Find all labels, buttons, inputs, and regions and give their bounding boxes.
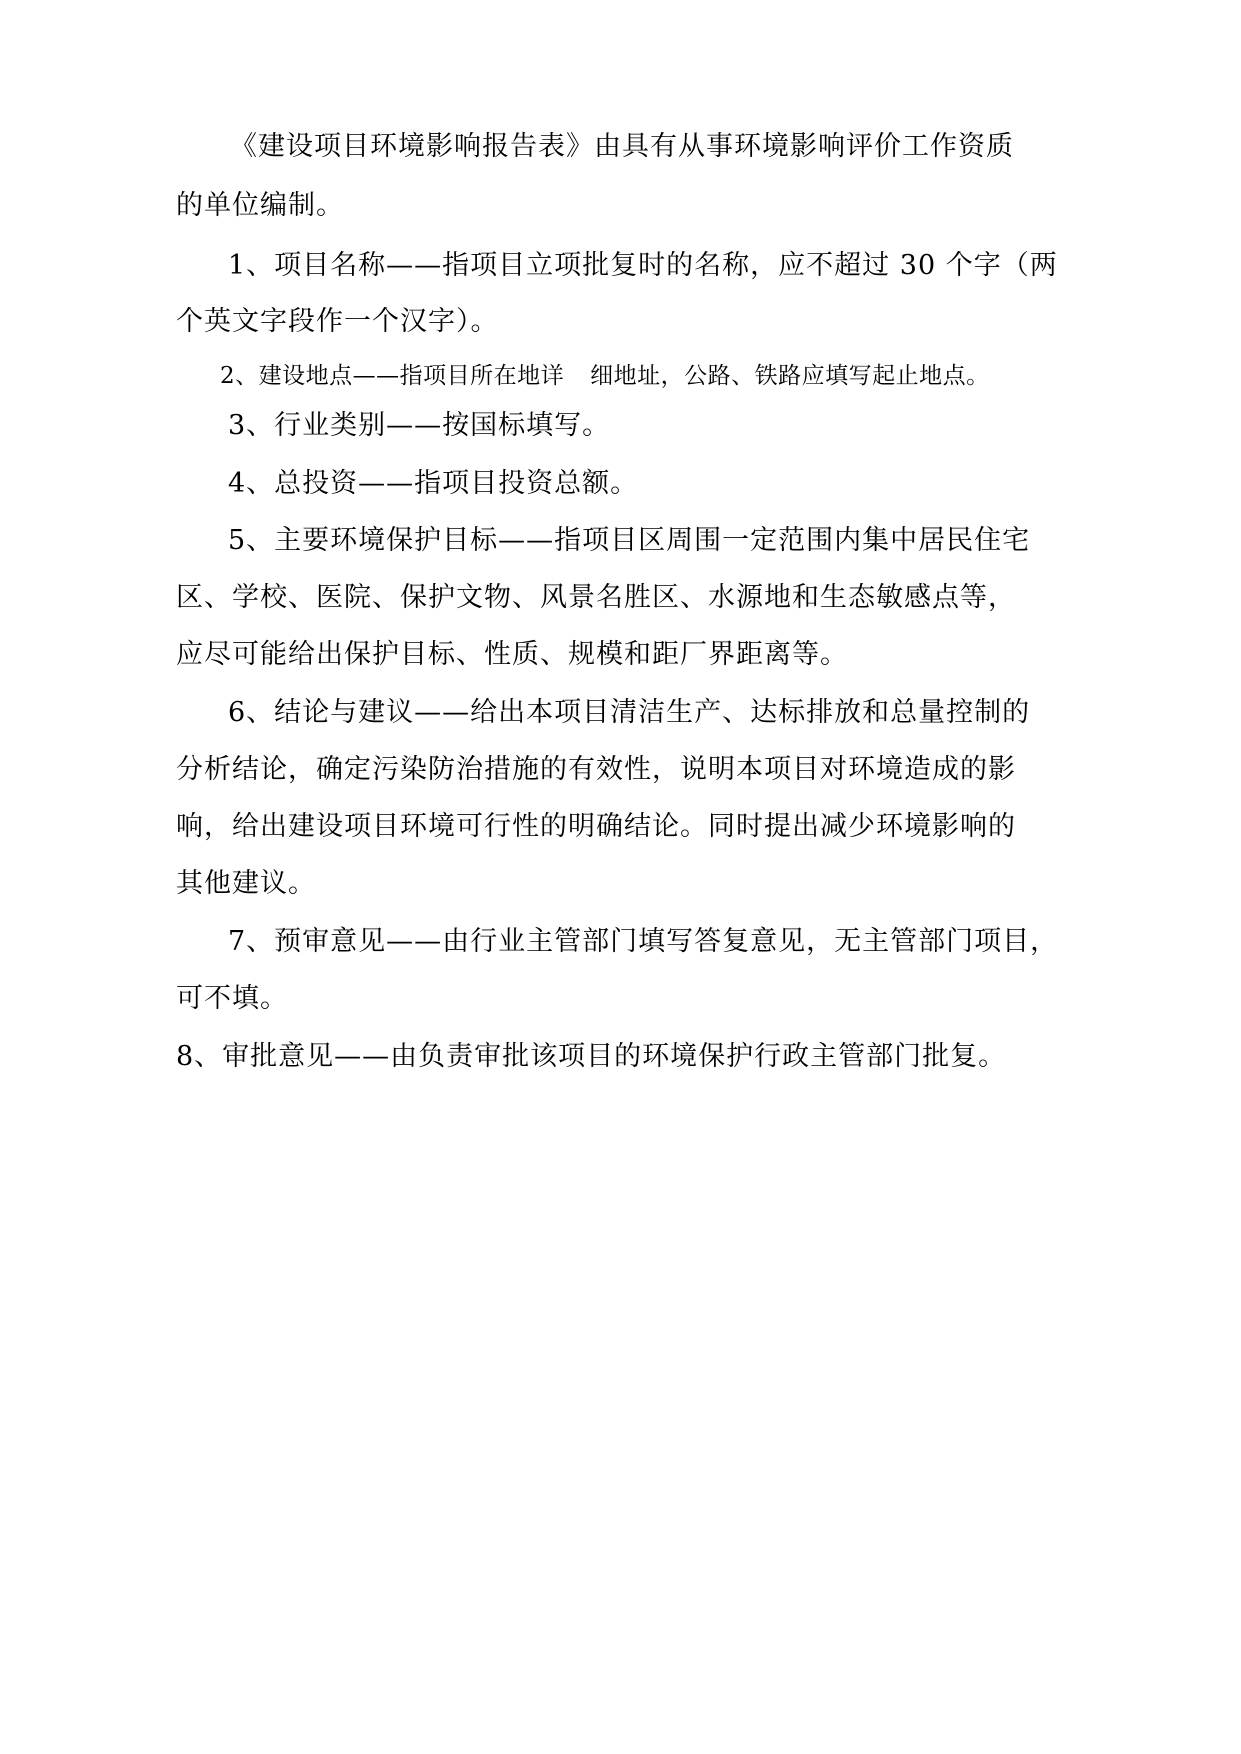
item2-part-1: 2、建设地点——指项目所在地详 xyxy=(220,363,565,389)
item3-line-1: 3、行业类别——按国标填写。 xyxy=(228,410,611,441)
item6-line-3: 响，给出建设项目环境可行性的明确结论。同时提出减少环境影响的 xyxy=(176,811,1016,842)
item1-line-2: 个英文字段作一个汉字）。 xyxy=(176,306,499,337)
intro-line-2: 的单位编制。 xyxy=(176,190,344,221)
item2-line xyxy=(220,356,990,396)
item7-line-2: 可不填。 xyxy=(176,983,288,1014)
item7-line-1: 7、预审意见——由行业主管部门填写答复意见，无主管部门项目， xyxy=(228,926,1059,957)
item6-line-1: 6、结论与建议——给出本项目清洁生产、达标排放和总量控制的 xyxy=(228,697,1031,728)
item4-line-1: 4、总投资——指项目投资总额。 xyxy=(228,468,639,499)
item5-line-2: 区、学校、医院、保护文物、风景名胜区、水源地和生态敏感点等， xyxy=(176,582,1016,613)
item6-line-4: 其他建议。 xyxy=(176,868,316,899)
item2-part-2: 细地址，公路、铁路应填写起止地点。 xyxy=(590,363,990,389)
item1-line-1: 1、项目名称——指项目立项批复时的名称，应不超过 30 个字（两 xyxy=(228,250,1058,281)
item5-line-3: 应尽可能给出保护目标、性质、规模和距厂界距离等。 xyxy=(176,639,848,670)
item5-line-1: 5、主要环境保护目标——指项目区周围一定范围内集中居民住宅 xyxy=(228,525,1031,556)
item6-line-2: 分析结论，确定污染防治措施的有效性，说明本项目对环境造成的影 xyxy=(176,754,1016,785)
intro-line-1: 《建设项目环境影响报告表》由具有从事环境影响评价工作资质 xyxy=(230,131,1014,162)
item8-line-1: 8、审批意见——由负责审批该项目的环境保护行政主管部门批复。 xyxy=(176,1041,1007,1072)
